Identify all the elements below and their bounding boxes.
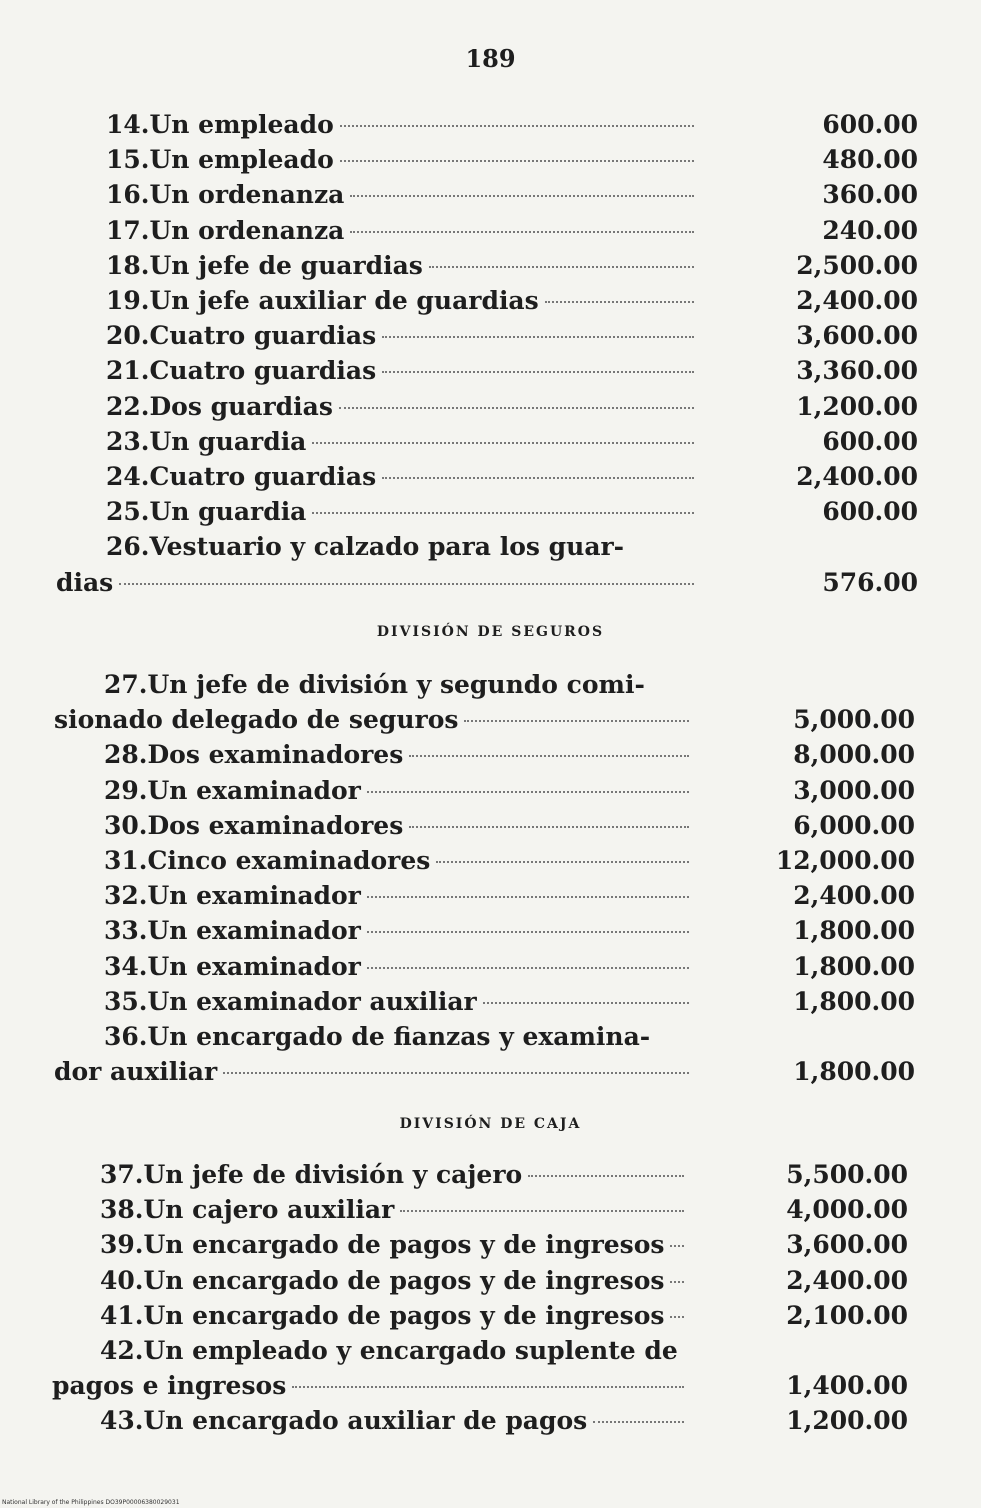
list-item-line bbox=[106, 427, 700, 457]
list-item-line bbox=[100, 1230, 690, 1260]
dot-leader bbox=[223, 1072, 689, 1074]
item-amount: 576.00 bbox=[822, 567, 918, 597]
item-amount: 600.00 bbox=[822, 110, 918, 139]
dot-leader bbox=[339, 407, 694, 409]
item-label: Cinco examinadores bbox=[147, 846, 431, 875]
item-label: Un examinador bbox=[147, 775, 361, 805]
item-label: Un empleado bbox=[149, 145, 334, 175]
item-number: 37. bbox=[100, 1160, 144, 1189]
item-amount: 240.00 bbox=[822, 215, 918, 245]
dot-leader bbox=[670, 1245, 684, 1247]
dot-leader bbox=[464, 720, 689, 722]
item-label: Un encargado de pagos y de ingresos bbox=[143, 1230, 665, 1260]
item-label: sionado delegado de seguros bbox=[54, 705, 459, 735]
list-item-line bbox=[106, 392, 700, 422]
item-amount: 600.00 bbox=[822, 497, 918, 527]
item-amount: 600.00 bbox=[822, 426, 918, 456]
dot-leader bbox=[528, 1175, 684, 1177]
item-number: 26. bbox=[106, 532, 150, 562]
item-label: Un jefe auxiliar de guardias bbox=[149, 286, 539, 315]
item-number: 27. bbox=[104, 670, 148, 699]
dot-leader bbox=[292, 1386, 684, 1388]
item-label: Cuatro guardias bbox=[149, 321, 377, 351]
item-number: 43. bbox=[100, 1406, 144, 1436]
item-label: Vestuario y calzado para los guar- bbox=[149, 532, 625, 562]
item-amount: 1,800.00 bbox=[793, 951, 915, 981]
item-number: 19. bbox=[106, 286, 150, 315]
item-number: 33. bbox=[104, 916, 148, 946]
item-label: Un cajero auxiliar bbox=[143, 1195, 395, 1225]
item-amount: 2,400.00 bbox=[793, 881, 915, 911]
list-item-line bbox=[106, 286, 700, 316]
section-heading: DIVISIÓN DE CAJA bbox=[399, 1116, 582, 1132]
item-amount: 3,000.00 bbox=[793, 775, 915, 805]
list-item-line bbox=[106, 497, 700, 527]
section-heading: DIVISIÓN DE SEGUROS bbox=[376, 624, 605, 640]
list-item-line bbox=[56, 568, 700, 598]
dot-leader bbox=[400, 1210, 684, 1212]
item-label: Un empleado y encargado suplente de bbox=[143, 1336, 678, 1365]
item-amount: 2,400.00 bbox=[796, 286, 918, 315]
item-number: 39. bbox=[100, 1230, 144, 1260]
dot-leader bbox=[350, 195, 694, 197]
dot-leader bbox=[409, 755, 689, 757]
item-label: Un guardia bbox=[149, 426, 307, 456]
item-amount: 5,500.00 bbox=[786, 1160, 908, 1189]
dot-leader bbox=[367, 931, 689, 933]
item-number: 38. bbox=[100, 1195, 144, 1225]
item-label: Dos examinadores bbox=[147, 740, 404, 770]
dot-leader bbox=[545, 301, 694, 303]
list-item-line bbox=[106, 356, 700, 386]
item-label: Un examinador auxiliar bbox=[147, 986, 477, 1016]
item-label: Dos guardias bbox=[149, 391, 333, 421]
item-number: 22. bbox=[106, 391, 150, 421]
item-label: Un encargado de pagos y de ingresos bbox=[143, 1265, 665, 1295]
item-label: Un jefe de división y segundo comi- bbox=[147, 670, 645, 699]
item-number: 42. bbox=[100, 1336, 144, 1365]
list-item-line bbox=[104, 811, 695, 841]
item-amount: 2,400.00 bbox=[786, 1265, 908, 1295]
item-number: 17. bbox=[106, 215, 150, 245]
item-amount: 360.00 bbox=[822, 180, 918, 210]
list-item-line bbox=[104, 776, 695, 806]
item-label: pagos e ingresos bbox=[52, 1371, 287, 1401]
list-item-line bbox=[106, 216, 700, 246]
list-item-line bbox=[100, 1266, 690, 1296]
list-item-line bbox=[52, 1371, 690, 1401]
item-label: Un guardia bbox=[149, 497, 307, 527]
list-item-line bbox=[100, 1406, 690, 1436]
dot-leader bbox=[340, 160, 694, 162]
item-number: 28. bbox=[104, 740, 148, 770]
item-number: 25. bbox=[106, 497, 150, 527]
dot-leader bbox=[436, 861, 689, 863]
item-number: 36. bbox=[104, 1022, 148, 1051]
list-item-line bbox=[104, 987, 695, 1017]
item-label: dias bbox=[56, 567, 114, 597]
list-item-line bbox=[104, 670, 645, 700]
list-item-line bbox=[106, 180, 700, 210]
list-item-line bbox=[106, 110, 700, 140]
item-number: 34. bbox=[104, 951, 148, 981]
dot-leader bbox=[429, 266, 694, 268]
item-amount: 1,800.00 bbox=[793, 916, 915, 946]
item-label: Un jefe de guardias bbox=[149, 250, 423, 280]
item-number: 24. bbox=[106, 462, 150, 491]
item-amount: 3,360.00 bbox=[796, 356, 918, 386]
item-number: 18. bbox=[106, 250, 150, 280]
item-amount: 3,600.00 bbox=[796, 321, 918, 351]
list-item-line bbox=[100, 1160, 690, 1190]
item-amount: 6,000.00 bbox=[793, 810, 915, 840]
dot-leader bbox=[593, 1421, 684, 1423]
item-amount: 3,600.00 bbox=[786, 1230, 908, 1260]
item-number: 20. bbox=[106, 321, 150, 351]
item-number: 15. bbox=[106, 145, 150, 175]
item-number: 23. bbox=[106, 426, 150, 456]
dot-leader bbox=[670, 1281, 684, 1283]
list-item-line bbox=[106, 321, 700, 351]
list-item-line bbox=[54, 705, 695, 735]
list-item-line bbox=[104, 846, 695, 876]
item-number: 16. bbox=[106, 180, 150, 210]
list-item-line bbox=[100, 1336, 678, 1366]
item-label: Un encargado auxiliar de pagos bbox=[143, 1406, 588, 1436]
item-amount: 1,200.00 bbox=[786, 1406, 908, 1436]
dot-leader bbox=[382, 477, 694, 479]
dot-leader bbox=[483, 1002, 689, 1004]
item-amount: 1,200.00 bbox=[796, 391, 918, 421]
item-amount: 1,800.00 bbox=[793, 986, 915, 1016]
item-amount: 2,500.00 bbox=[796, 250, 918, 280]
scan-footer: National Library of the Philippines DO39P00006380029031 bbox=[2, 1499, 180, 1506]
dot-leader bbox=[367, 967, 689, 969]
item-amount: 2,100.00 bbox=[786, 1300, 908, 1330]
list-item-line bbox=[106, 251, 700, 281]
list-item-line bbox=[104, 881, 695, 911]
list-item-line bbox=[104, 916, 695, 946]
item-number: 32. bbox=[104, 881, 148, 911]
item-number: 30. bbox=[104, 810, 148, 840]
item-label: Un encargado de fianzas y examina- bbox=[147, 1022, 651, 1051]
item-number: 41. bbox=[100, 1300, 144, 1330]
item-number: 40. bbox=[100, 1265, 144, 1295]
dot-leader bbox=[312, 442, 694, 444]
item-label: dor auxiliar bbox=[54, 1057, 218, 1087]
item-amount: 12,000.00 bbox=[775, 846, 915, 875]
item-amount: 1,400.00 bbox=[786, 1371, 908, 1401]
dot-leader bbox=[409, 826, 689, 828]
item-label: Un empleado bbox=[149, 110, 334, 139]
dot-leader bbox=[367, 791, 689, 793]
item-number: 31. bbox=[104, 846, 148, 875]
item-amount: 4,000.00 bbox=[786, 1195, 908, 1225]
item-number: 14. bbox=[106, 110, 150, 139]
list-item-line bbox=[104, 1022, 650, 1052]
list-item-line bbox=[100, 1195, 690, 1225]
dot-leader bbox=[670, 1316, 684, 1318]
dot-leader bbox=[382, 371, 694, 373]
item-number: 21. bbox=[106, 356, 150, 386]
item-amount: 5,000.00 bbox=[793, 705, 915, 735]
dot-leader bbox=[312, 512, 694, 514]
list-item-line bbox=[100, 1301, 690, 1331]
item-amount: 8,000.00 bbox=[793, 740, 915, 770]
list-item-line bbox=[104, 740, 695, 770]
item-label: Un ordenanza bbox=[149, 180, 345, 210]
item-number: 29. bbox=[104, 775, 148, 805]
list-item-line bbox=[106, 145, 700, 175]
dot-leader bbox=[350, 231, 694, 233]
dot-leader bbox=[119, 583, 694, 585]
list-item-line bbox=[54, 1057, 695, 1087]
dot-leader bbox=[382, 336, 694, 338]
dot-leader bbox=[367, 896, 689, 898]
item-amount: 2,400.00 bbox=[796, 462, 918, 491]
list-item-line bbox=[104, 952, 695, 982]
item-label: Un jefe de división y cajero bbox=[143, 1160, 523, 1189]
list-item-line bbox=[106, 532, 624, 562]
item-label: Un examinador bbox=[147, 881, 361, 911]
item-label: Un ordenanza bbox=[149, 215, 345, 245]
page-number: 189 bbox=[465, 44, 516, 73]
item-amount: 1,800.00 bbox=[793, 1057, 915, 1087]
item-label: Un examinador bbox=[147, 916, 361, 946]
item-label: Un examinador bbox=[147, 951, 361, 981]
item-label: Cuatro guardias bbox=[149, 356, 377, 386]
list-item-line bbox=[106, 462, 700, 492]
item-number: 35. bbox=[104, 986, 148, 1016]
item-label: Dos examinadores bbox=[147, 810, 404, 840]
item-label: Cuatro guardias bbox=[149, 462, 377, 491]
item-label: Un encargado de pagos y de ingresos bbox=[143, 1300, 665, 1330]
dot-leader bbox=[340, 125, 694, 127]
item-amount: 480.00 bbox=[822, 145, 918, 175]
